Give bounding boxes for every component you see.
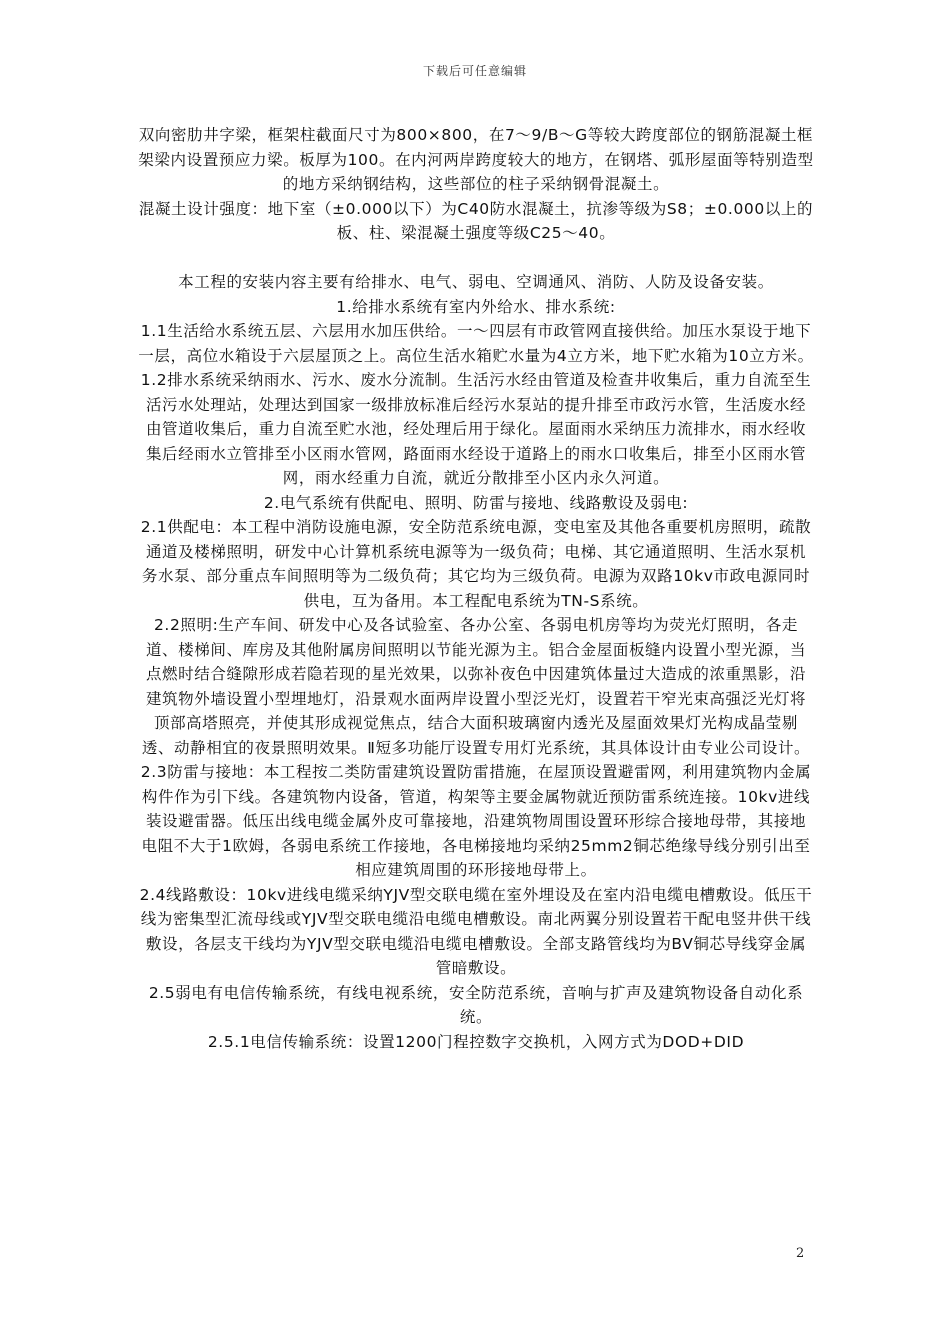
heading-electrical-system: 2.电气系统有供配电、照明、防雷与接地、线路敷设及弱电: [263, 493, 689, 512]
paragraph-installation-scope: 本工程的安装内容主要有给排水、电气、弱电、空调通风、消防、人防及设备安装。 [178, 273, 774, 291]
paragraph-telecom: 2.5.1电信传输系统：设置1200门程控数字交换机，入网方式为DOD+DID [207, 1032, 745, 1051]
paragraph-lightning-protection: 2.3防雷与接地：本工程按二类防雷建筑设置防雷措施，在屋顶设置避雷网，利用建筑物内金属构件作为引下线。各建筑物内设备，管道，构架等主要金属物就近预防雷系统连接。10kv进线装设避雷器。低压出线电缆金属外皮可靠接地，沿建筑物周围设置环形综合接地母带，其接地电阻不大于1欧姆，各弱电系统工作接地，各电梯接地均采纳25mm2铜芯绝缘导线分别引出至相应建筑周围的环形接地母带上。 [140, 763, 812, 879]
heading-water-system: 1.给排水系统有室内外给水、排水系统: [336, 297, 616, 316]
paragraph-structure: 双向密肋井字梁，框架柱截面尺寸为800×800，在7～9/B～G等较大跨度部位的钢筋混凝土框架梁内设置预应力梁。板厚为100。在内河两岸跨度较大的地方，在钢塔、弧形屋面等特别造型的地方采纳钢结构，这些部位的柱子采纳钢骨混凝土。 [138, 126, 814, 193]
paragraph-weak-current: 2.5弱电有电信传输系统，有线电视系统，安全防范系统，音响与扩声及建筑物设备自动化系统。 [148, 983, 804, 1026]
paragraph-wiring: 2.4线路敷设：10kv进线电缆采纳YJV型交联电缆在室外埋设及在室内沿电缆电槽敷设。低压干线为密集型汇流母线或YJV型交联电缆沿电缆电槽敷设。南北两翼分别设置若干配电竖井供干线敷设，各层支干线均为YJV型交联电缆沿电缆电槽敷设。全部支路管线均为BV铜芯导线穿金属管暗敷设。 [139, 885, 813, 977]
paragraph-drainage: 1.2排水系统采纳雨水、污水、废水分流制。生活污水经由管道及检查井收集后，重力自流至生活污水处理站，处理达到国家一级排放标准后经污水泵站的提升排至市政污水管，生活废水经由管道收集后，重力自流至贮水池，经处理后用于绿化。屋面雨水采纳压力流排水，雨水经收集后经雨水立管排至小区雨水管网，路面雨水经设于道路上的雨水口收集后，排至小区雨水管网，雨水经重力自流，就近分散排至小区内永久河道。 [140, 371, 812, 487]
paragraph-water-supply: 1.1生活给水系统五层、六层用水加压供给。一～四层有市政管网直接供给。加压水泵设于地下一层，高位水箱设于六层屋顶之上。高位生活水箱贮水量为4立方米，地下贮水箱为10立方米。 [138, 322, 814, 365]
document-body [138, 123, 814, 1054]
page-number: 2 [796, 1246, 805, 1261]
page-header-note: 下载后可任意编辑 [422, 64, 527, 78]
paragraph-lighting: 2.2照明:生产车间、研发中心及各试验室、各办公室、各弱电机房等均为荧光灯照明，各走道、楼梯间、库房及其他附属房间照明以节能光源为主。铝合金屋面板缝内设置小型光源，当点燃时结合缝隙形成若隐若现的星光效果，以弥补夜色中因建筑体量过大造成的浓重黑影，沿建筑物外墙设置小型埋地灯，沿景观水面两岸设置小型泛光灯，设置若干窄光束高强泛光灯将顶部高塔照亮，并使其形成视觉焦点，结合大面积玻璃窗内透光及屋面效果灯光构成晶莹剔透、动静相宜的夜景照明效果。Ⅱ短多功能厅设置专用灯光系统，其具体设计由专业公司设计。 [141, 616, 811, 757]
blank-line [138, 246, 814, 271]
paragraph-concrete-strength: 混凝土设计强度：地下室（±0.000以下）为C40防水混凝土，抗渗等级为S8；±0.000以上的板、柱、梁混凝土强度等级C25～40。 [138, 199, 814, 242]
paragraph-power-distribution: 2.1供配电：本工程中消防设施电源，安全防范系统电源，变电室及其他各重要机房照明，疏散通道及楼梯照明，研发中心计算机系统电源等为一级负荷；电梯、其它通道照明、生活水泵机务水泵、部分重点车间照明等为二级负荷；其它均为三级负荷。电源为双路10kv市政电源同时供电，互为备用。本工程配电系统为TN-S系统。 [140, 518, 812, 610]
